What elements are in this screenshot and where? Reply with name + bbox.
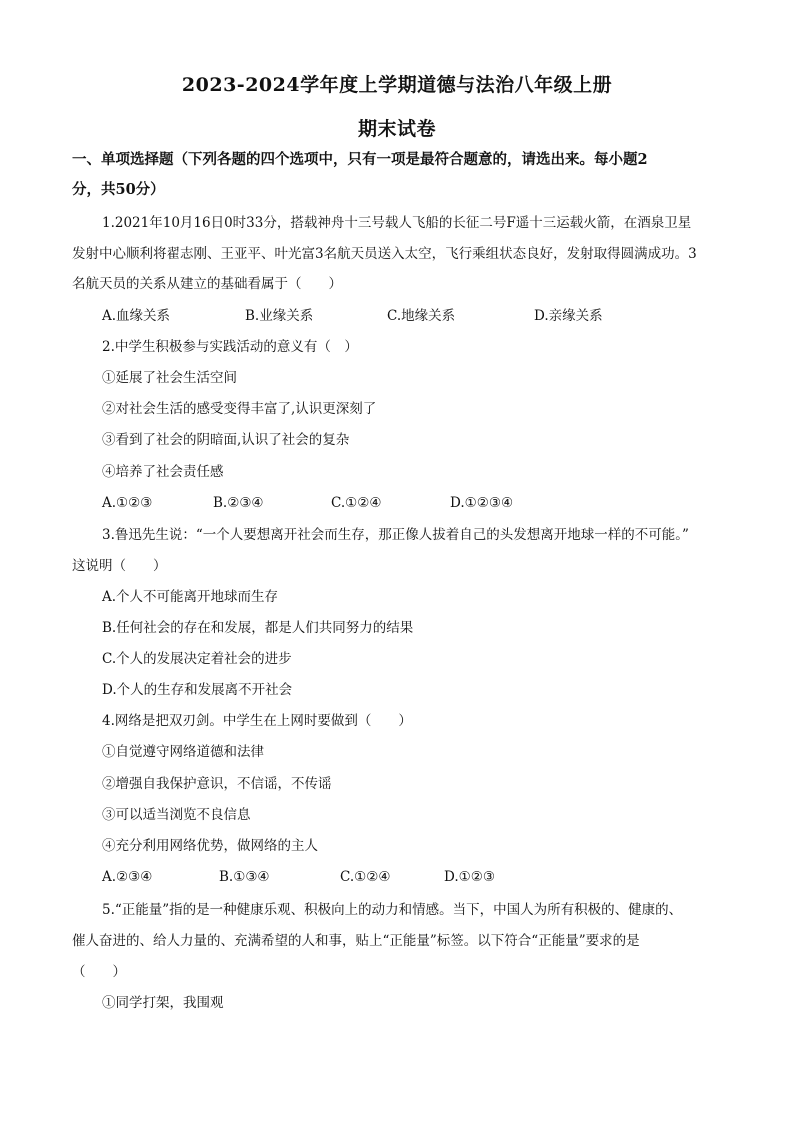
q1-option-c: C.地缘关系	[387, 308, 456, 324]
q3-option-d: D.个人的生存和发展离不开社会	[102, 682, 293, 698]
q5-stem-line2: 催人奋进的、给人力量的、充满希望的人和事，贴上“正能量”标签。以下符合“正能量”要求的是	[72, 933, 640, 949]
q1-stem-line2: 发射中心顺利将翟志刚、王亚平、叶光富3名航天员送入太空，飞行乘组状态良好，发射取得圆满成功。3	[72, 246, 697, 262]
q4-stem: 4.网络是把双刃剑。中学生在上网时要做到（ ）	[102, 713, 412, 729]
q3-stem-line2: 这说明（ ）	[72, 558, 167, 574]
q4-option-c: C.①②④	[340, 869, 391, 885]
q2-option-c: C.①②④	[331, 495, 382, 511]
q2-option-d: D.①②③④	[450, 495, 514, 511]
q2-item-3: ③看到了社会的阴暗面,认识了社会的复杂	[102, 432, 350, 448]
q2-option-a: A.①②③	[102, 495, 153, 511]
q1-option-a: A.血缘关系	[102, 308, 171, 324]
q4-option-b: B.①③④	[219, 869, 270, 885]
q2-item-1: ①延展了社会生活空间	[102, 370, 237, 386]
q1-stem-line1: 1.2021年10月16日0时33分，搭载神舟十三号载人飞船的长征二号F遥十三运载火箭，在酒泉卫星	[102, 215, 692, 231]
q4-item-4: ④充分利用网络优势，做网络的主人	[102, 838, 318, 854]
q4-item-2: ②增强自我保护意识，不信谣，不传谣	[102, 776, 332, 792]
section-heading: 一、单项选择题（下列各题的四个选项中，只有一项是最符合题意的，请选出来。每小题2	[72, 151, 648, 168]
q4-option-a: A.②③④	[102, 869, 153, 885]
q2-stem: 2.中学生积极参与实践活动的意义有（ ）	[102, 339, 358, 355]
q3-option-b: B.任何社会的存在和发展，都是人们共同努力的结果	[102, 620, 414, 636]
q5-item-1: ①同学打架，我围观	[102, 995, 224, 1011]
q1-option-d: D.亲缘关系	[534, 308, 603, 324]
exam-subtitle: 期末试卷	[357, 118, 436, 140]
q3-stem-line1: 3.鲁迅先生说：“一个人要想离开社会而生存，那正像人拔着自己的头发想离开地球一样的不可能。”	[102, 527, 689, 543]
q2-item-2: ②对社会生活的感受变得丰富了,认识更深刻了	[102, 401, 377, 417]
q5-stem-line1: 5.“正能量”指的是一种健康乐观、积极向上的动力和情感。当下，中国人为所有积极的、健康的、	[102, 902, 683, 918]
q4-item-1: ①自觉遵守网络道德和法律	[102, 744, 264, 760]
exam-title: 2023-2024学年度上学期道德与法治八年级上册	[181, 74, 613, 96]
q2-item-4: ④培养了社会责任感	[102, 464, 224, 480]
q3-option-c: C.个人的发展决定着社会的进步	[102, 651, 292, 667]
q1-option-b: B.业缘关系	[245, 308, 314, 324]
section-heading-cont: 分，共50分）	[72, 181, 165, 198]
q4-option-d: D.①②③	[444, 869, 495, 885]
q2-option-b: B.②③④	[213, 495, 264, 511]
q4-item-3: ③可以适当浏览不良信息	[102, 807, 251, 823]
q1-stem-line3: 名航天员的关系从建立的基础看属于（ ）	[72, 276, 342, 292]
q5-stem-line3: （ ）	[72, 964, 126, 980]
q3-option-a: A.个人不可能离开地球而生存	[102, 589, 279, 605]
